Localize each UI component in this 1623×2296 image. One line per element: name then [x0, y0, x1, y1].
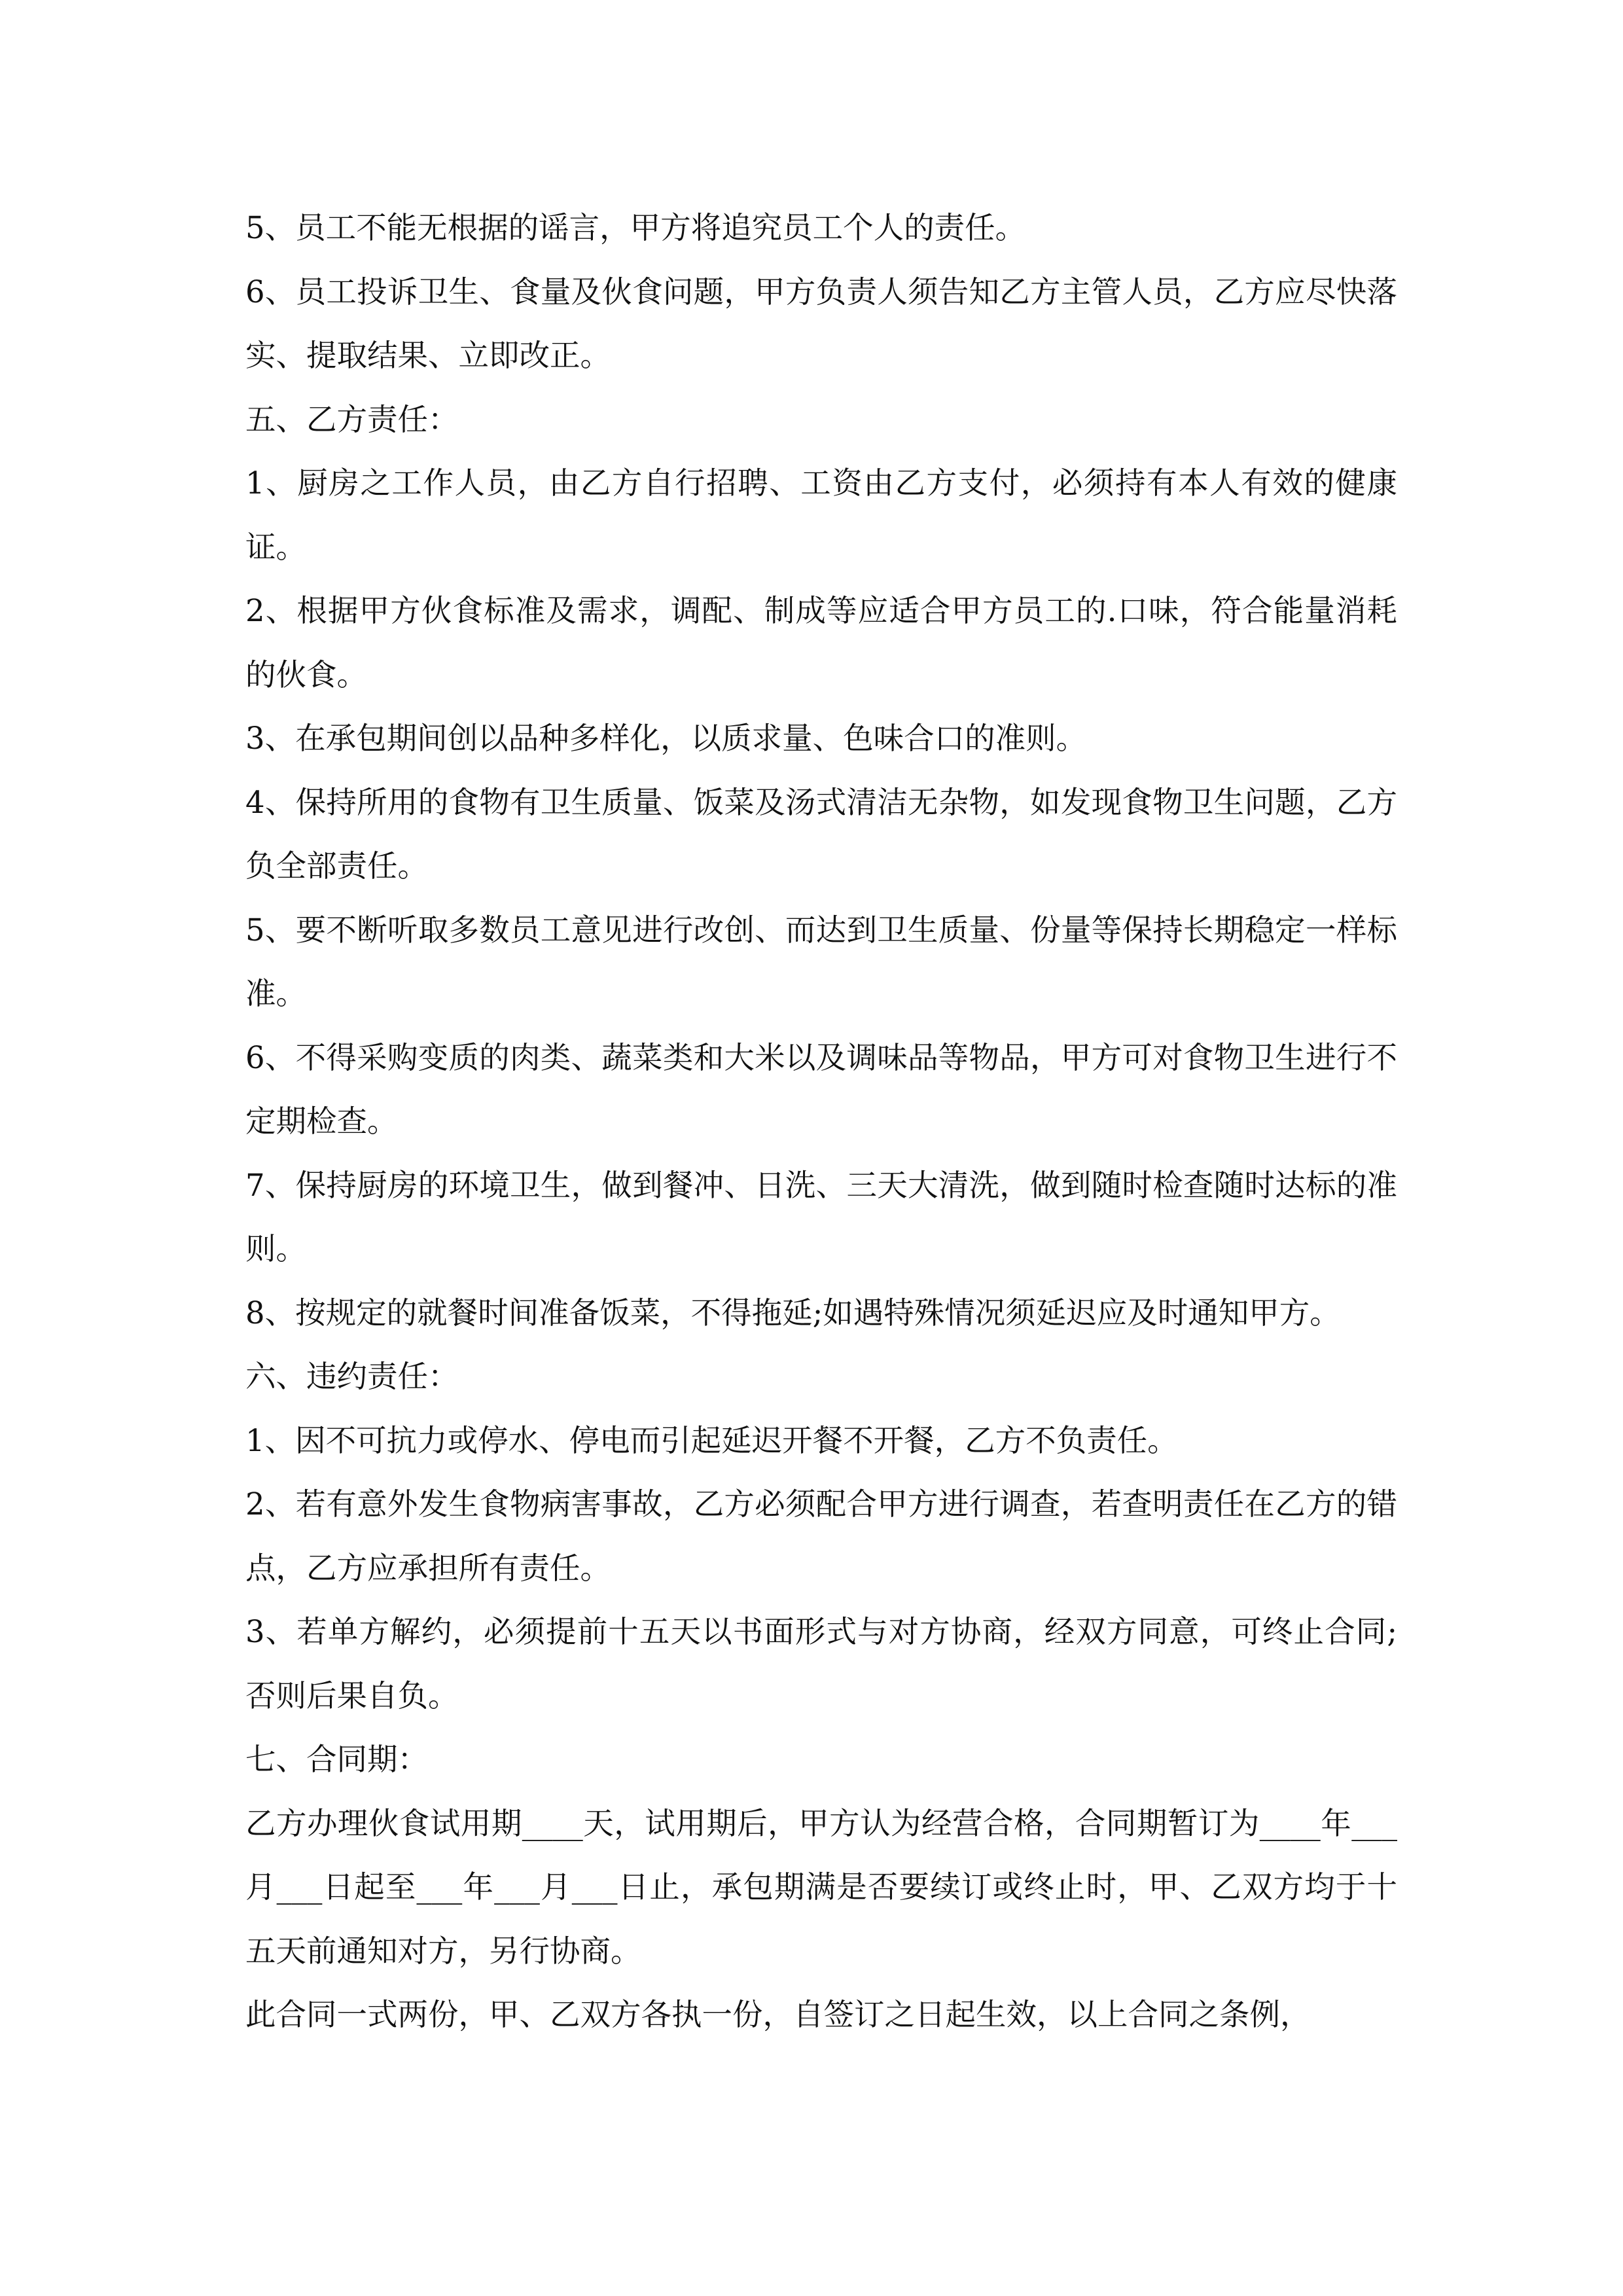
paragraph-item-2-food-accident: 2、若有意外发生食物病害事故，乙方必须配合甲方进行调查，若查明责任在乙方的错点，乙方应承担所有责任。: [245, 1486, 1397, 1586]
paragraph-item-6-purchasing: 6、不得采购变质的肉类、蔬菜类和大米以及调味品等物品，甲方可对食物卫生进行不定期检查。: [245, 1039, 1397, 1139]
paragraph-copies: 此合同一式两份，甲、乙双方各执一份，自签订之日起生效，以上合同之条例，: [245, 1997, 1311, 2032]
paragraph-item-4-hygiene: 4、保持所用的食物有卫生质量、饭菜及汤式清洁无杂物，如发现食物卫生问题，乙方负全部责任。: [245, 784, 1397, 884]
paragraph-item-3-variety: 3、在承包期间创以品种多样化，以质求量、色味合口的准则。: [245, 721, 1087, 756]
paragraph-trial-period: 乙方办理伙食试用期____天，试用期后，甲方认为经营合格，合同期暂订为____年___月___日起至___年___月___日止，承包期满是否要续订或终止时，甲、乙双方均于十五天前通知对方，另行协商。: [245, 1805, 1397, 1969]
paragraph-item-7-kitchen-cleaning: 7、保持厨房的环境卫生，做到餐冲、日洗、三天大清洗，做到随时检查随时达标的准则。: [245, 1167, 1397, 1266]
paragraph-item-5-rumor: 5、员工不能无根据的谣言，甲方将追究员工个人的责任。: [245, 210, 1026, 245]
paragraph-item-1-force-majeure: 1、因不可抗力或停水、停电而引起延迟开餐不开餐，乙方不负责任。: [245, 1422, 1178, 1458]
paragraph-item-2-food-standard: 2、根据甲方伙食标准及需求，调配、制成等应适合甲方员工的.口味，符合能量消耗的伙食。: [245, 593, 1397, 692]
paragraph-item-3-termination: 3、若单方解约，必须提前十五天以书面形式与对方协商，经双方同意，可终止合同;否则后果自负。: [245, 1614, 1397, 1713]
paragraph-item-6-complaints: 6、员工投诉卫生、食量及伙食问题，甲方负责人须告知乙方主管人员，乙方应尽快落实、提取结果、立即改正。: [245, 274, 1397, 373]
section-heading-party-b-responsibility: 五、乙方责任：: [245, 401, 459, 437]
paragraph-item-1-kitchen-staff: 1、厨房之工作人员，由乙方自行招聘、工资由乙方支付，必须持有本人有效的健康证。: [245, 465, 1397, 565]
document-body: [245, 196, 1397, 2047]
section-heading-breach-liability: 六、违约责任：: [245, 1359, 459, 1394]
paragraph-item-8-meal-time: 8、按规定的就餐时间准备饭菜，不得拖延;如遇特殊情况须延迟应及时通知甲方。: [245, 1295, 1340, 1331]
paragraph-item-5-feedback: 5、要不断听取多数员工意见进行改创、而达到卫生质量、份量等保持长期稳定一样标准。: [245, 912, 1397, 1011]
section-heading-contract-period: 七、合同期：: [245, 1742, 428, 1777]
